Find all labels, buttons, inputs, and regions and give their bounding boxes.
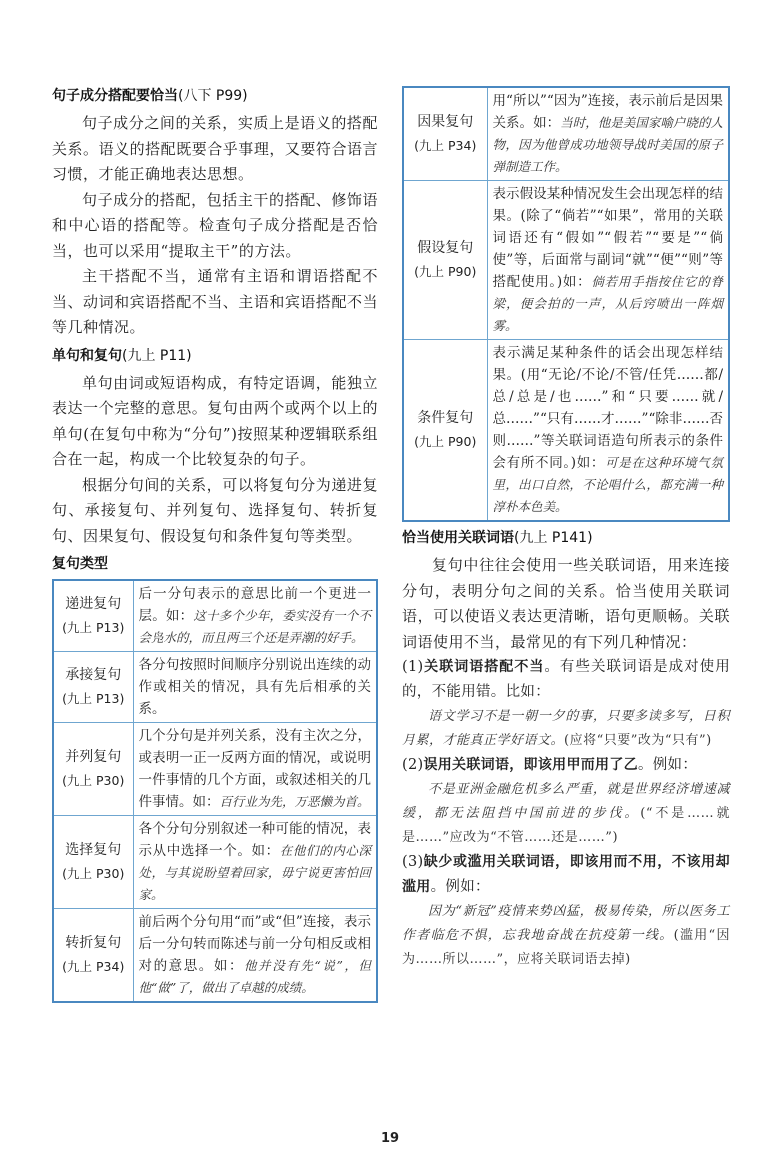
type-desc-cell: 后一分句表示的意思比前一个更进一层。如：这十多个少年，委实没有一个不会凫水的，而且两三个还是弄潮的好手。 bbox=[133, 580, 377, 652]
section-heading-simple-complex: 单句和复句(九上 P11) bbox=[52, 347, 192, 364]
paragraph: 主干搭配不当，通常有主语和谓语搭配不当、动词和宾语搭配不当、主语和宾语搭配不当等几种情况。 bbox=[52, 267, 378, 336]
type-name-cell: 递进复句 (九上 P13) bbox=[53, 580, 133, 652]
complex-sentence-table-left bbox=[52, 579, 378, 1003]
type-desc-cell: 表示假设某种情况发生会出现怎样的结果。(除了“倘若”“如果”，常用的关联词语还有“假如”“假若”“要是”“倘使”等，后面常与副词“就”“便”“则”等搭配使用。)如：倘若用手指按住它的脊梁，便会拍的一声，从后窍喷出一阵烟雾。 bbox=[487, 181, 729, 340]
section-heading-complex-types: 复句类型 bbox=[52, 556, 108, 572]
table-row bbox=[53, 723, 377, 816]
table-row bbox=[403, 340, 729, 522]
type-name-cell: 转折复句 (九上 P34) bbox=[53, 909, 133, 1003]
type-name-cell: 承接复句 (九上 P13) bbox=[53, 652, 133, 723]
type-name-cell: 假设复句 (九上 P90) bbox=[403, 181, 487, 340]
example-sentence: 不是亚洲金融危机多么严重，就是世界经济增速减缓，都无法阻挡中国前进的步伐。(“不是……就是……”应改为“不管……还是……”) bbox=[402, 782, 730, 845]
rule-item: (1)关联词语搭配不当。有些关联词语是成对使用的，不能用错。比如： bbox=[402, 659, 730, 700]
type-desc-cell: 各个分句分别叙述一种可能的情况，表示从中选择一个。如：在他们的内心深处，与其说盼望着回家，毋宁说更害怕回家。 bbox=[133, 816, 377, 909]
type-desc-cell: 各分句按照时间顺序分别说出连续的动作或相关的情况，具有先后相承的关系。 bbox=[133, 652, 377, 723]
type-name-cell: 并列复句 (九上 P30) bbox=[53, 723, 133, 816]
table-row bbox=[53, 652, 377, 723]
paragraph: 句子成分之间的关系，实质上是语义的搭配关系。语义的搭配既要合乎事理，又要符合语言习惯，才能正确地表达思想。 bbox=[52, 114, 378, 183]
example-sentence: 因为“新冠”疫情来势凶猛，极易传染，所以医务工作者临危不惧，忘我地奋战在抗疫第一线。(滥用“因为……所以……”，应将关联词语去掉) bbox=[402, 904, 730, 967]
type-name-cell: 因果复句 (九上 P34) bbox=[403, 87, 487, 181]
paragraph: 复句中往往会使用一些关联词语，用来连接分句，表明分句之间的关系。恰当使用关联词语，可以使语义表达更清晰，语句更顺畅。关联词语使用不当，最常见的有下列几种情况： bbox=[402, 556, 730, 651]
paragraph: 句子成分的搭配，包括主干的搭配、修饰语和中心语的搭配等。检查句子成分搭配是否恰当，也可以采用“提取主干”的方法。 bbox=[52, 190, 378, 260]
rule-item: (2)误用关联词语，即该用甲而用了乙。例如： bbox=[402, 757, 698, 773]
table-row bbox=[53, 909, 377, 1003]
type-desc-cell: 表示满足某种条件的话会出现怎样结果。(用“无论/不论/不管/任凭……都/总/总是/也……”和“只要……就/总……”“只有……才……”“除非……否则……”等关联词语造句所表示的条件会有所不同。)如：可是在这种环境气氛里，出口自然，不论唱什么，都充满一种淳朴本色美。 bbox=[487, 340, 729, 522]
type-desc-cell: 前后两个分句用“而”或“但”连接，表示后一分句转而陈述与前一分句相反或相对的意思。如：他并没有先“说”，但他“做”了，做出了卓越的成绩。 bbox=[133, 909, 377, 1003]
rule-item: (3)缺少或滥用关联词语，即该用而不用，不该用却滥用。例如： bbox=[402, 854, 730, 895]
type-desc-cell: 几个分句是并列关系，没有主次之分，或表明一正一反两方面的情况，或说明一件事情的几个方面，或叙述相关的几件事情。如：百行业为先，万恶懒为首。 bbox=[133, 723, 377, 816]
section-heading-sentence-components: 句子成分搭配要恰当(八下 P99) bbox=[52, 88, 248, 104]
section-heading-conjunctions: 恰当使用关联词语(九上 P141) bbox=[402, 530, 593, 546]
table-row bbox=[403, 181, 729, 340]
table-row bbox=[53, 580, 377, 652]
table-row bbox=[403, 87, 729, 181]
example-sentence: 语文学习不是一朝一夕的事，只要多读多写，日积月累，才能真正学好语文。(应将“只要”改为“只有”) bbox=[402, 709, 730, 748]
type-name-cell: 条件复句 (九上 P90) bbox=[403, 340, 487, 522]
page-number: 19 bbox=[380, 1131, 400, 1146]
type-name-cell: 选择复句 (九上 P30) bbox=[53, 816, 133, 909]
type-desc-cell: 用“所以”“因为”连接，表示前后是因果关系。如：当时，他是美国家喻户晓的人物，因为他曾成功地领导战时美国的原子弹制造工作。 bbox=[487, 87, 729, 181]
paragraph: 单句由词或短语构成，有特定语调，能独立表达一个完整的意思。复句由两个或两个以上的单句(在复句中称为“分句”)按照某种逻辑联系组合在一起，构成一个比较复杂的句子。 bbox=[52, 373, 378, 468]
left-column bbox=[52, 86, 378, 1003]
paragraph: 根据分句间的关系，可以将复句分为递进复句、承接复句、并列复句、选择复句、转折复句、因果复句、假设复句和条件复句等类型。 bbox=[52, 475, 378, 545]
table-row bbox=[53, 816, 377, 909]
complex-sentence-table-right bbox=[402, 86, 730, 522]
right-column bbox=[402, 86, 730, 972]
